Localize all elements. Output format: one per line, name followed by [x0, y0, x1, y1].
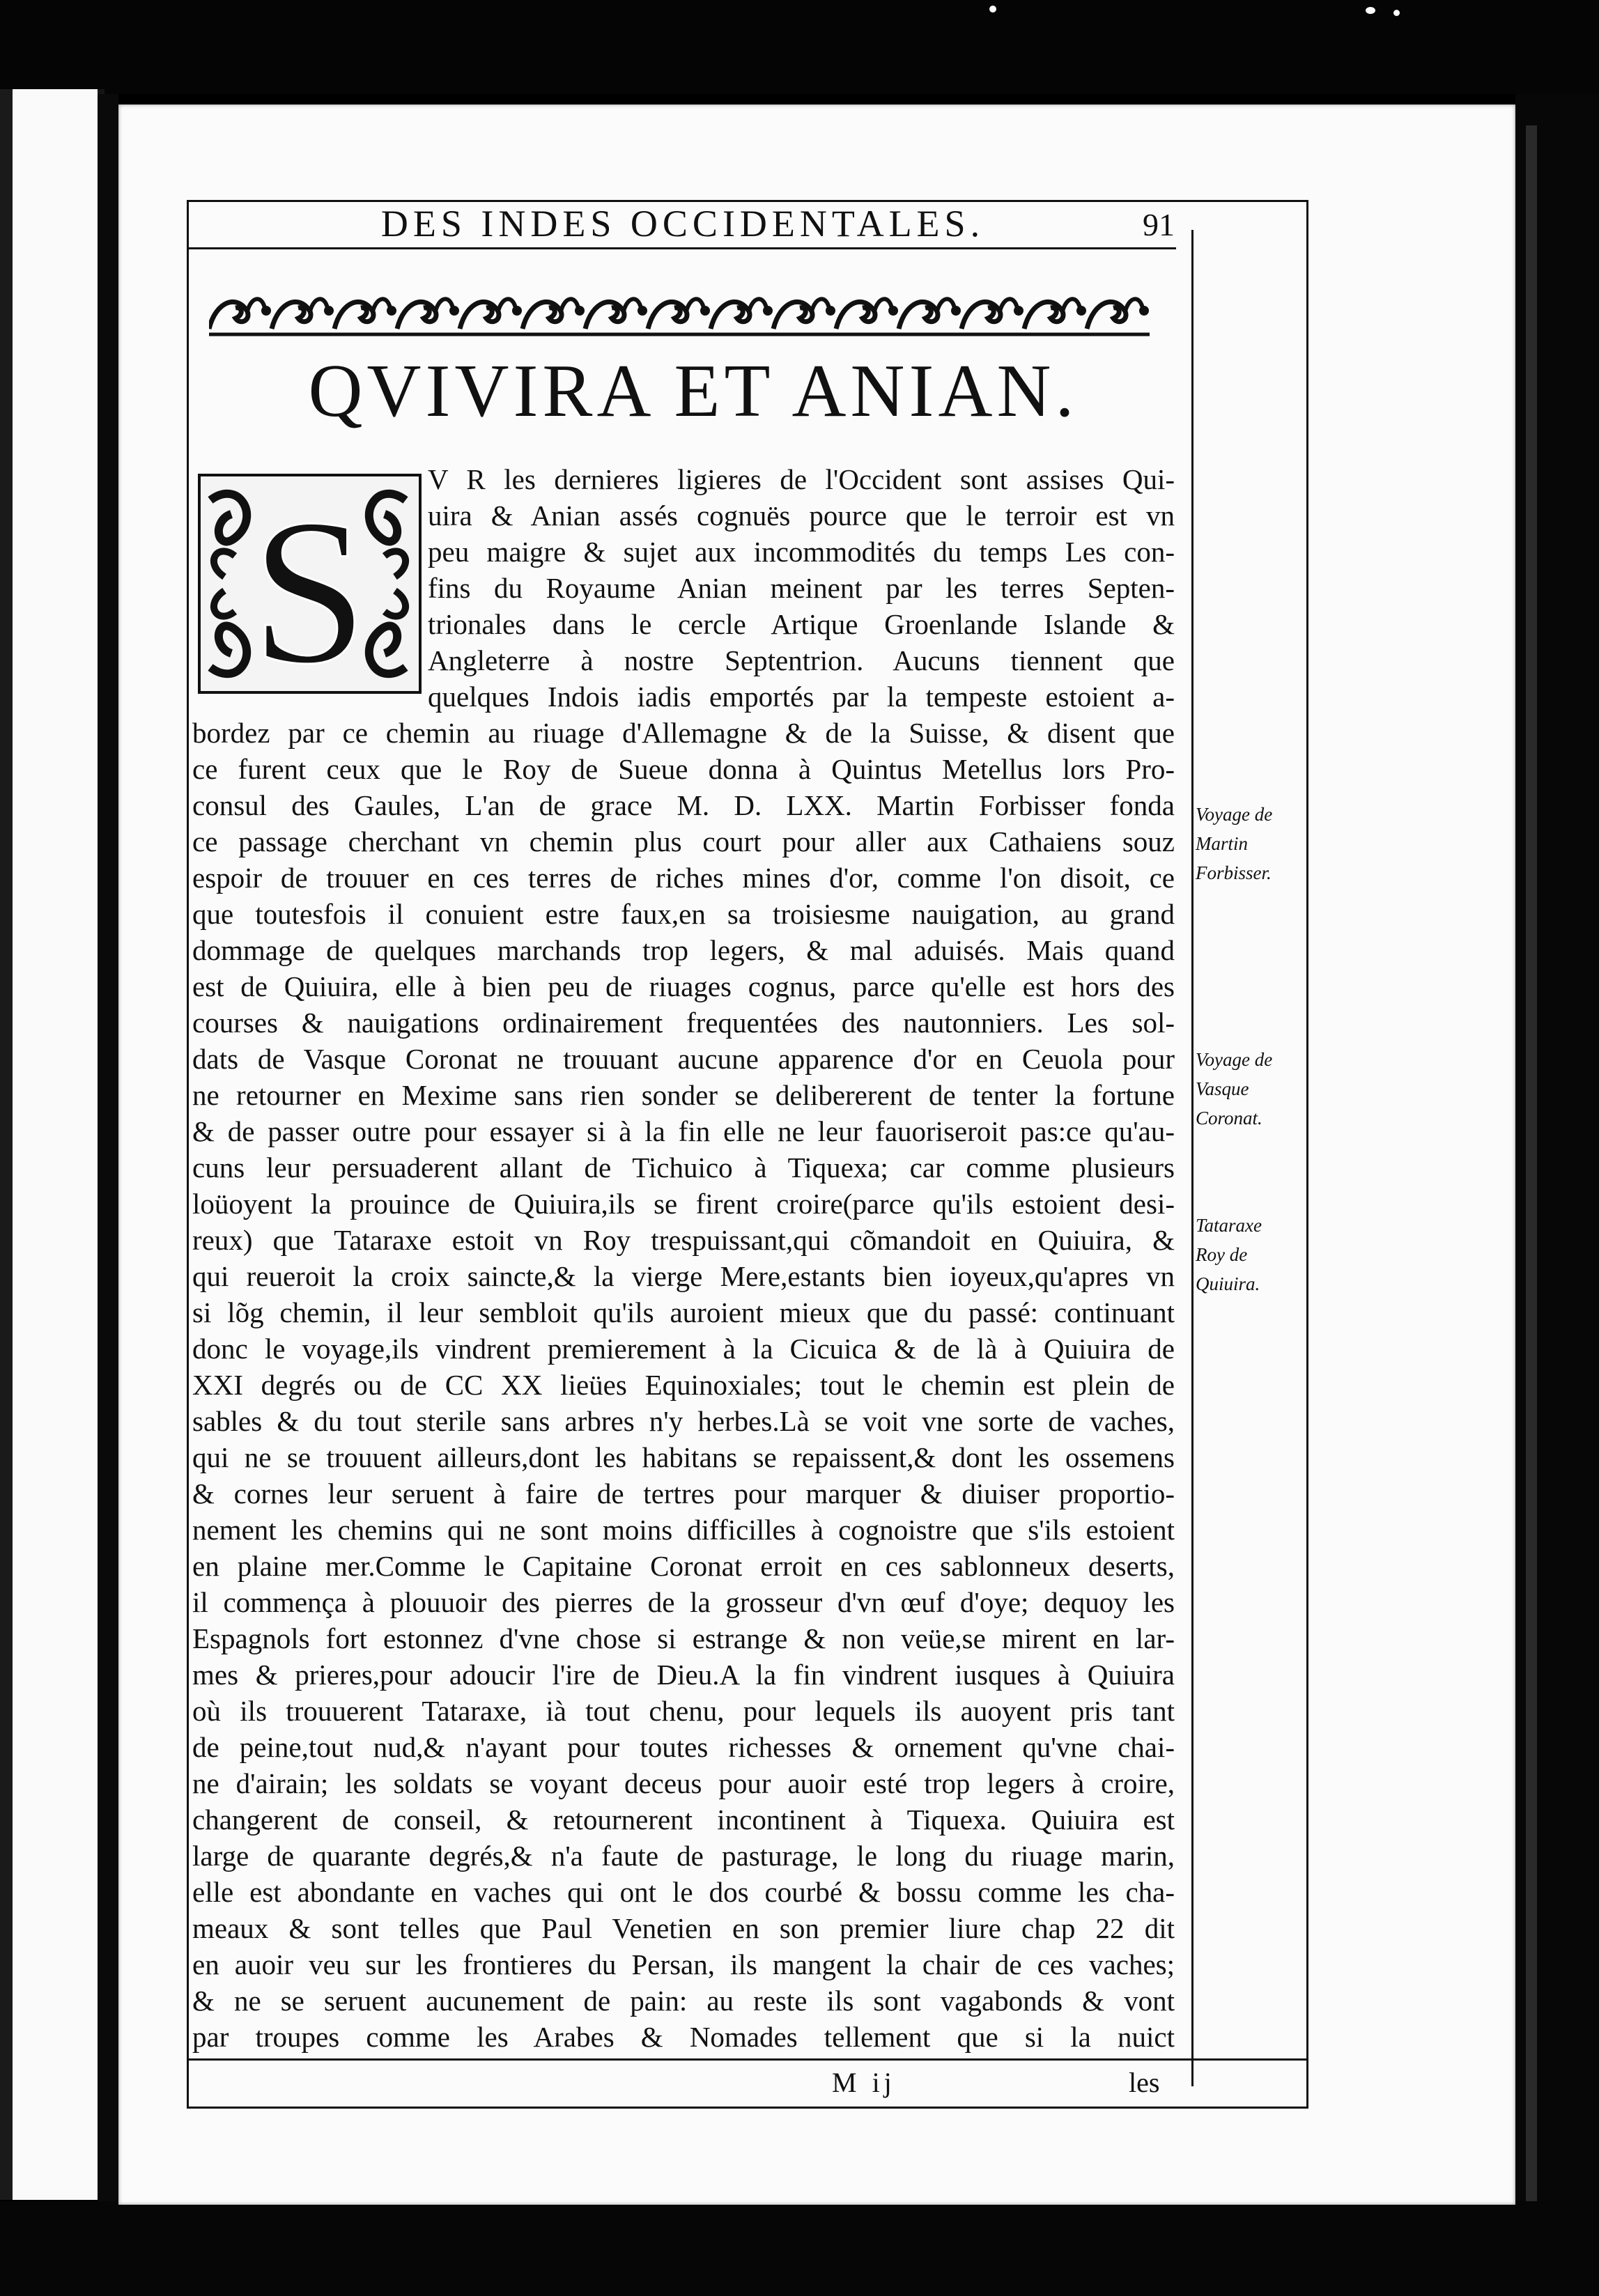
text-line: de peine,tout nud,& n'ayant pour toutes richesses & ornement qu'vne chai-: [192, 1731, 1175, 1763]
text-line: ne retourner en Mexime sans rien sonder se delibererent de tenter la fortune: [192, 1079, 1175, 1111]
text-line: loüoyent la prouince de Quiuira,ils se firent croire(parce qu'ils estoient desi-: [192, 1188, 1175, 1220]
text-line: par troupes comme les Arabes & Nomades tellement que si la nuict: [192, 2021, 1175, 2053]
text-line: meaux & sont telles que Paul Venetien en son premier liure chap 22 dit: [192, 1912, 1175, 1944]
signature-mark: M ij: [832, 2067, 896, 2098]
ornamental-band: [209, 287, 1177, 341]
scan-border-bottom: [0, 2201, 1599, 2296]
text-line: qui ne se trouuent ailleurs,dont les habitans se repaissent,& dont les ossemens: [192, 1441, 1175, 1473]
margin-note-line: Roy de: [1196, 1244, 1248, 1265]
scan-speck: [1366, 7, 1375, 14]
margin-rule: [1191, 230, 1194, 2086]
text-line: ce furent ceux que le Roy de Sueue donna à Quintus Metellus lors Pro-: [192, 753, 1175, 785]
text-line: cuns leur persuaderent allant de Tichuico à Tiquexa; car comme plusieurs: [192, 1151, 1175, 1184]
text-line: large de quarante degrés,& n'a faute de pasturage, le long du riuage marin,: [192, 1840, 1175, 1872]
page-edge-shadow: [1526, 125, 1537, 2250]
text-line: changerent de conseil, & retournerent incontinent à Tiquexa. Quiuira est: [192, 1804, 1175, 1836]
text-line: dommage de quelques marchands trop legers, & mal aduisés. Mais quand: [192, 934, 1175, 966]
page-number: 91: [1143, 207, 1175, 242]
text-line: où ils trouuerent Tataraxe, ià tout chenu, pour lequels ils auoyent pris tant: [192, 1695, 1175, 1727]
text-line: elle est abondante en vaches qui ont le dos courbé & bossu comme les cha-: [192, 1876, 1175, 1908]
scan-speck: [1393, 10, 1400, 16]
footer-rule: [187, 2058, 1308, 2061]
margin-note: [1196, 800, 1307, 887]
text-line: en auoir veu sur les frontieres du Persan, ils mangent la chair de ces vaches;: [192, 1948, 1175, 1980]
text-line: donc le voyage,ils vindrent premierement à la Cicuica & de là à Quiuira de: [192, 1333, 1175, 1365]
margin-note-line: Martin: [1196, 833, 1249, 854]
text-line: qui reueroit la croix saincte,& la vierge Mere,estants bien ioyeux,qu'apres vn: [192, 1260, 1175, 1292]
text-line: trionales dans le cercle Artique Groenlande Islande &: [428, 608, 1175, 640]
text-line: peu maigre & sujet aux incommodités du temps Les con-: [428, 536, 1175, 568]
text-line: nement les chemins qui ne sont moins difficilles à cognoistre que s'ils estoient: [192, 1514, 1175, 1546]
text-line: Angleterre à nostre Septentrion. Aucuns tiennent que: [428, 644, 1175, 676]
decorated-initial: [196, 472, 423, 695]
text-line: courses & nauigations ordinairement frequentées des nautonniers. Les sol-: [192, 1007, 1175, 1039]
text-line: & ne se seruent aucunement de pain: au reste ils sont vagabonds & vont: [192, 1985, 1175, 2017]
margin-note-line: Quiuira.: [1196, 1273, 1260, 1294]
text-line: uira & Anian assés cognuës pource que le terroir est vn: [428, 499, 1175, 532]
scan-border-left: [0, 89, 13, 2200]
initial-letter: S: [251, 476, 368, 695]
text-line: dats de Vasque Coronat ne trouuant aucune apparence d'or en Ceuola pour: [192, 1043, 1175, 1075]
margin-note-line: Coronat.: [1196, 1108, 1262, 1128]
text-line: V R les dernieres ligieres de l'Occident sont assises Qui-: [428, 463, 1175, 495]
text-line: bordez par ce chemin au riuage d'Allemagne & de la Suisse, & disent que: [192, 717, 1175, 749]
margin-note-line: Voyage de: [1196, 1049, 1273, 1070]
text-line: mes & prieres,pour adoucir l'ire de Dieu.A la fin vindrent iusques à Quiuira: [192, 1659, 1175, 1691]
running-head: DES INDES OCCIDENTALES.: [380, 203, 985, 245]
catchword: les: [1129, 2067, 1160, 2098]
text-line: XXI degrés ou de CC XX lieües Equinoxiales; tout le chemin est plein de: [192, 1369, 1175, 1401]
text-line: fins du Royaume Anian meinent par les terres Septen-: [428, 572, 1175, 604]
text-line: est de Quiuira, elle à bien peu de riuages cognus, parce qu'elle est hors des: [192, 970, 1175, 1002]
margin-note: [1196, 1045, 1307, 1133]
margin-note-line: Vasque: [1196, 1078, 1249, 1099]
text-line: & cornes leur seruent à faire de tertres pour marquer & diuiser proportio-: [192, 1477, 1175, 1510]
text-line: espoir de trouuer en ces terres de riches mines d'or, comme l'on disoit, ce: [192, 862, 1175, 894]
text-line: consul des Gaules, L'an de grace M. D. LXX. Martin Forbisser fonda: [192, 789, 1175, 821]
text-line: ne d'airain; les soldats se voyant deceus pour auoir esté trop legers à croire,: [192, 1767, 1175, 1799]
text-line: reux) que Tataraxe estoit vn Roy trespuissant,qui cõmandoit en Quiuira, &: [192, 1224, 1175, 1256]
chapter-title: QVIVIRA ET ANIAN.: [308, 350, 1079, 433]
text-line: que toutesfois il conuient estre faux,en sa troisiesme nauigation, au grand: [192, 898, 1175, 930]
text-line: ce passage cherchant vn chemin plus court pour aller aux Cathaiens souz: [192, 825, 1175, 858]
book-gutter: [98, 94, 118, 2205]
header-rule: [187, 247, 1176, 249]
scan-speck: [989, 6, 996, 13]
text-line: en plaine mer.Comme le Capitaine Coronat erroit en ces sablonneux deserts,: [192, 1550, 1175, 1582]
text-line: il commença à plouuoir des pierres de la grosseur d'vn œuf d'oye; dequoy les: [192, 1586, 1175, 1618]
scan-border-top: [0, 0, 1599, 94]
text-line: si lõg chemin, il leur sembloit qu'ils auroient mieux que du passé: continuant: [192, 1296, 1175, 1328]
text-line: quelques Indois iadis emportés par la tempeste estoient a-: [428, 681, 1175, 713]
text-line: sables & du tout sterile sans arbres n'y herbes.Là se voit vne sorte de vaches,: [192, 1405, 1175, 1437]
text-line: Espagnols fort estonnez d'vne chose si estrange & non veüe,se mirent en lar-: [192, 1622, 1175, 1654]
margin-note: [1196, 1211, 1307, 1298]
margin-note-line: Voyage de: [1196, 804, 1273, 825]
facing-page-edge: [0, 89, 105, 2200]
text-line: & de passer outre pour essayer si à la fin elle ne leur fauoriseroit pas:ce qu'au-: [192, 1115, 1175, 1147]
margin-note-line: Tataraxe: [1196, 1215, 1262, 1236]
margin-note-line: Forbisser.: [1196, 862, 1272, 883]
